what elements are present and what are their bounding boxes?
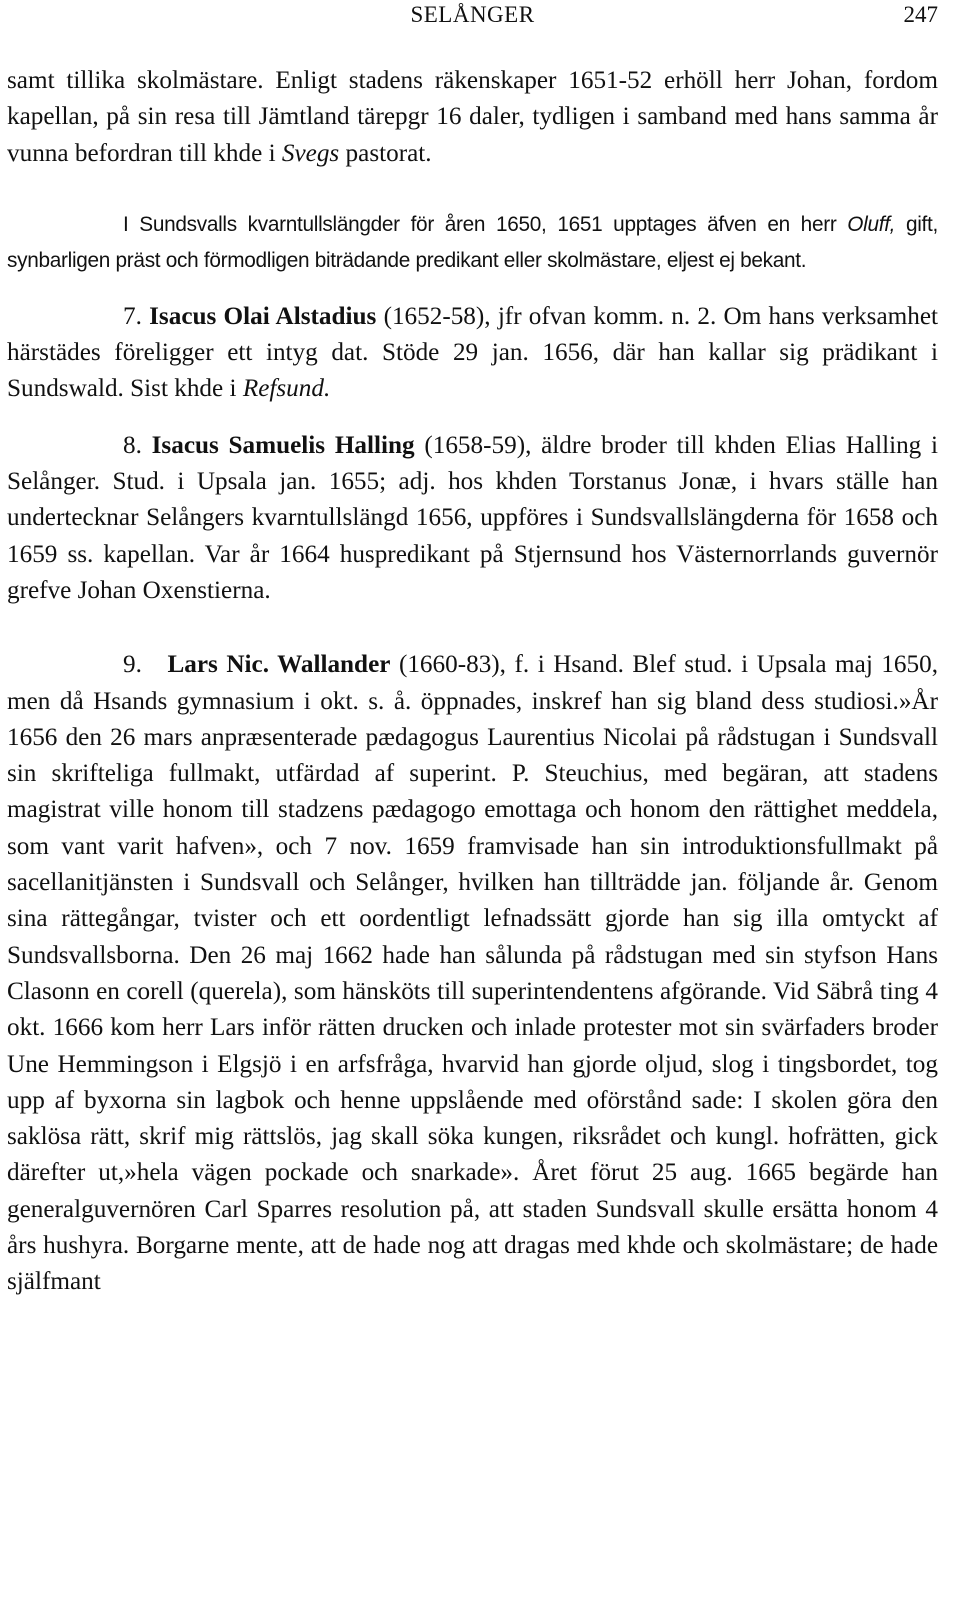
page-title: SELÅNGER [410, 2, 535, 27]
entry-place: Refsund. [242, 375, 331, 403]
entry-number: 8. [123, 431, 142, 459]
intro-end: pastorat. [339, 139, 432, 167]
note-name: Oluff, [847, 212, 896, 236]
entry-7 [7, 299, 938, 408]
intro-place: Svegs [281, 139, 340, 167]
entry-text: (1660-83), f. i Hsand. Blef stud. i Upsala maj 1650, men då Hsands gymnasium i okt. s. å. öppnades, inskref han sig bland dess studiosi.»År 1656 den 26 mars anpræsenterade pædagogus Laurentius Nicolai på rådstugan i Sundsvall sin skrifteliga fullmakt, utfärdad af superint. P. Steuchius, med begäran, att stadens magistrat ville honom till stadzens pædagogo emottaga och honom den rättighet meddela, som vant varit hafven», och 7 nov. 1659 framvisade han sin introduktionsfullmakt på sacellanitjänsten i Sundsvall och Selånger, hvilken han tillträdde jan. följande år. Genom sina rättegångar, tvister och ett oordentligt lefnadssätt gjorde han sig illa omtyckt af Sundsvallsborna. Den 26 maj 1662 hade han sålunda på rådstugan med sin styfson Hans Clasonn en corell (querela), som hänsköts till superintendentens afgörande. Vid Säbrå ting 4 okt. 1666 kom herr Lars inför rätten drucken och inlade protester mot sin svärfaders broder Une Hemmingson i Elgsjö i en arfsfråga, hvarvid han gjorde oljud, slog i tingsbordet, tog upp af byxorna sin lagbok och henne uppslående med oförstånd sade: I skolen göra den saklösa rätt, skrif mig rättslös, jag skall söka kungen, riksrådet och kungl. hofrätten, gick därefter ut,»hela vägen pockade och snarkade». Året förut 25 aug. 1665 begärde han generalguvernören Carl Sparres resolution på, att staden Sundsvall skulle ersätta honom 4 års hushyra. Borgarne mente, att de hade nog att dragas med khde och skolmästare; de hade själfmant [7, 651, 939, 1296]
entry-name: Isacus Olai Alstadius [149, 302, 377, 330]
note-text-before: I Sundsvalls kvarntullslängder för åren 1650, 1651 upptages äfven en herr [123, 212, 848, 236]
intro-text: samt tillika skolmästare. Enligt stadens räkenskaper 1651-52 erhöll herr Johan, fordom kapellan, på sin resa till Jämtland tärepgr 16 daler, tydligen i samband med hans samma år vunna befordran till khde i [7, 67, 938, 167]
entry-text: (1658-59), äldre broder till khden Elias Halling i Selånger. Stud. i Upsala jan. 1655; adj. hos khden Torstanus Jonæ, i hvars ställe han undertecknar Selångers kvarntullslängd 1656, uppföres i Sundsvallslängderna för 1658 och 1659 ss. kapellan. Var år 1664 huspredikant på Stjernsund hos Västernorrlands guvernör grefve Johan Oxenstierna. [7, 431, 938, 604]
note-text-after: gift, synbarligen präst och förmodligen biträdande predikant eller skolmästare, eljest ej bekant. [7, 212, 938, 272]
running-head [7, 0, 938, 38]
entry-number: 9. [123, 651, 142, 679]
page-number: 247 [903, 2, 938, 27]
entry-8 [7, 428, 938, 609]
entry-name: Isacus Samuelis Halling [151, 431, 415, 459]
note-paragraph [7, 207, 938, 279]
paragraph-intro [7, 63, 938, 172]
page-body [7, 63, 938, 1301]
entry-name: Lars Nic. Wallander [167, 651, 391, 679]
entry-number: 7. [123, 302, 142, 330]
entry-text: (1652-58), jfr ofvan komm. n. 2. Om hans verksamhet härstädes föreligger ett intyg dat. Stöde 29 jan. 1656, där han kallar sig prädikant i Sundswald. Sist khde i [7, 302, 939, 403]
entry-9 [7, 647, 938, 1300]
